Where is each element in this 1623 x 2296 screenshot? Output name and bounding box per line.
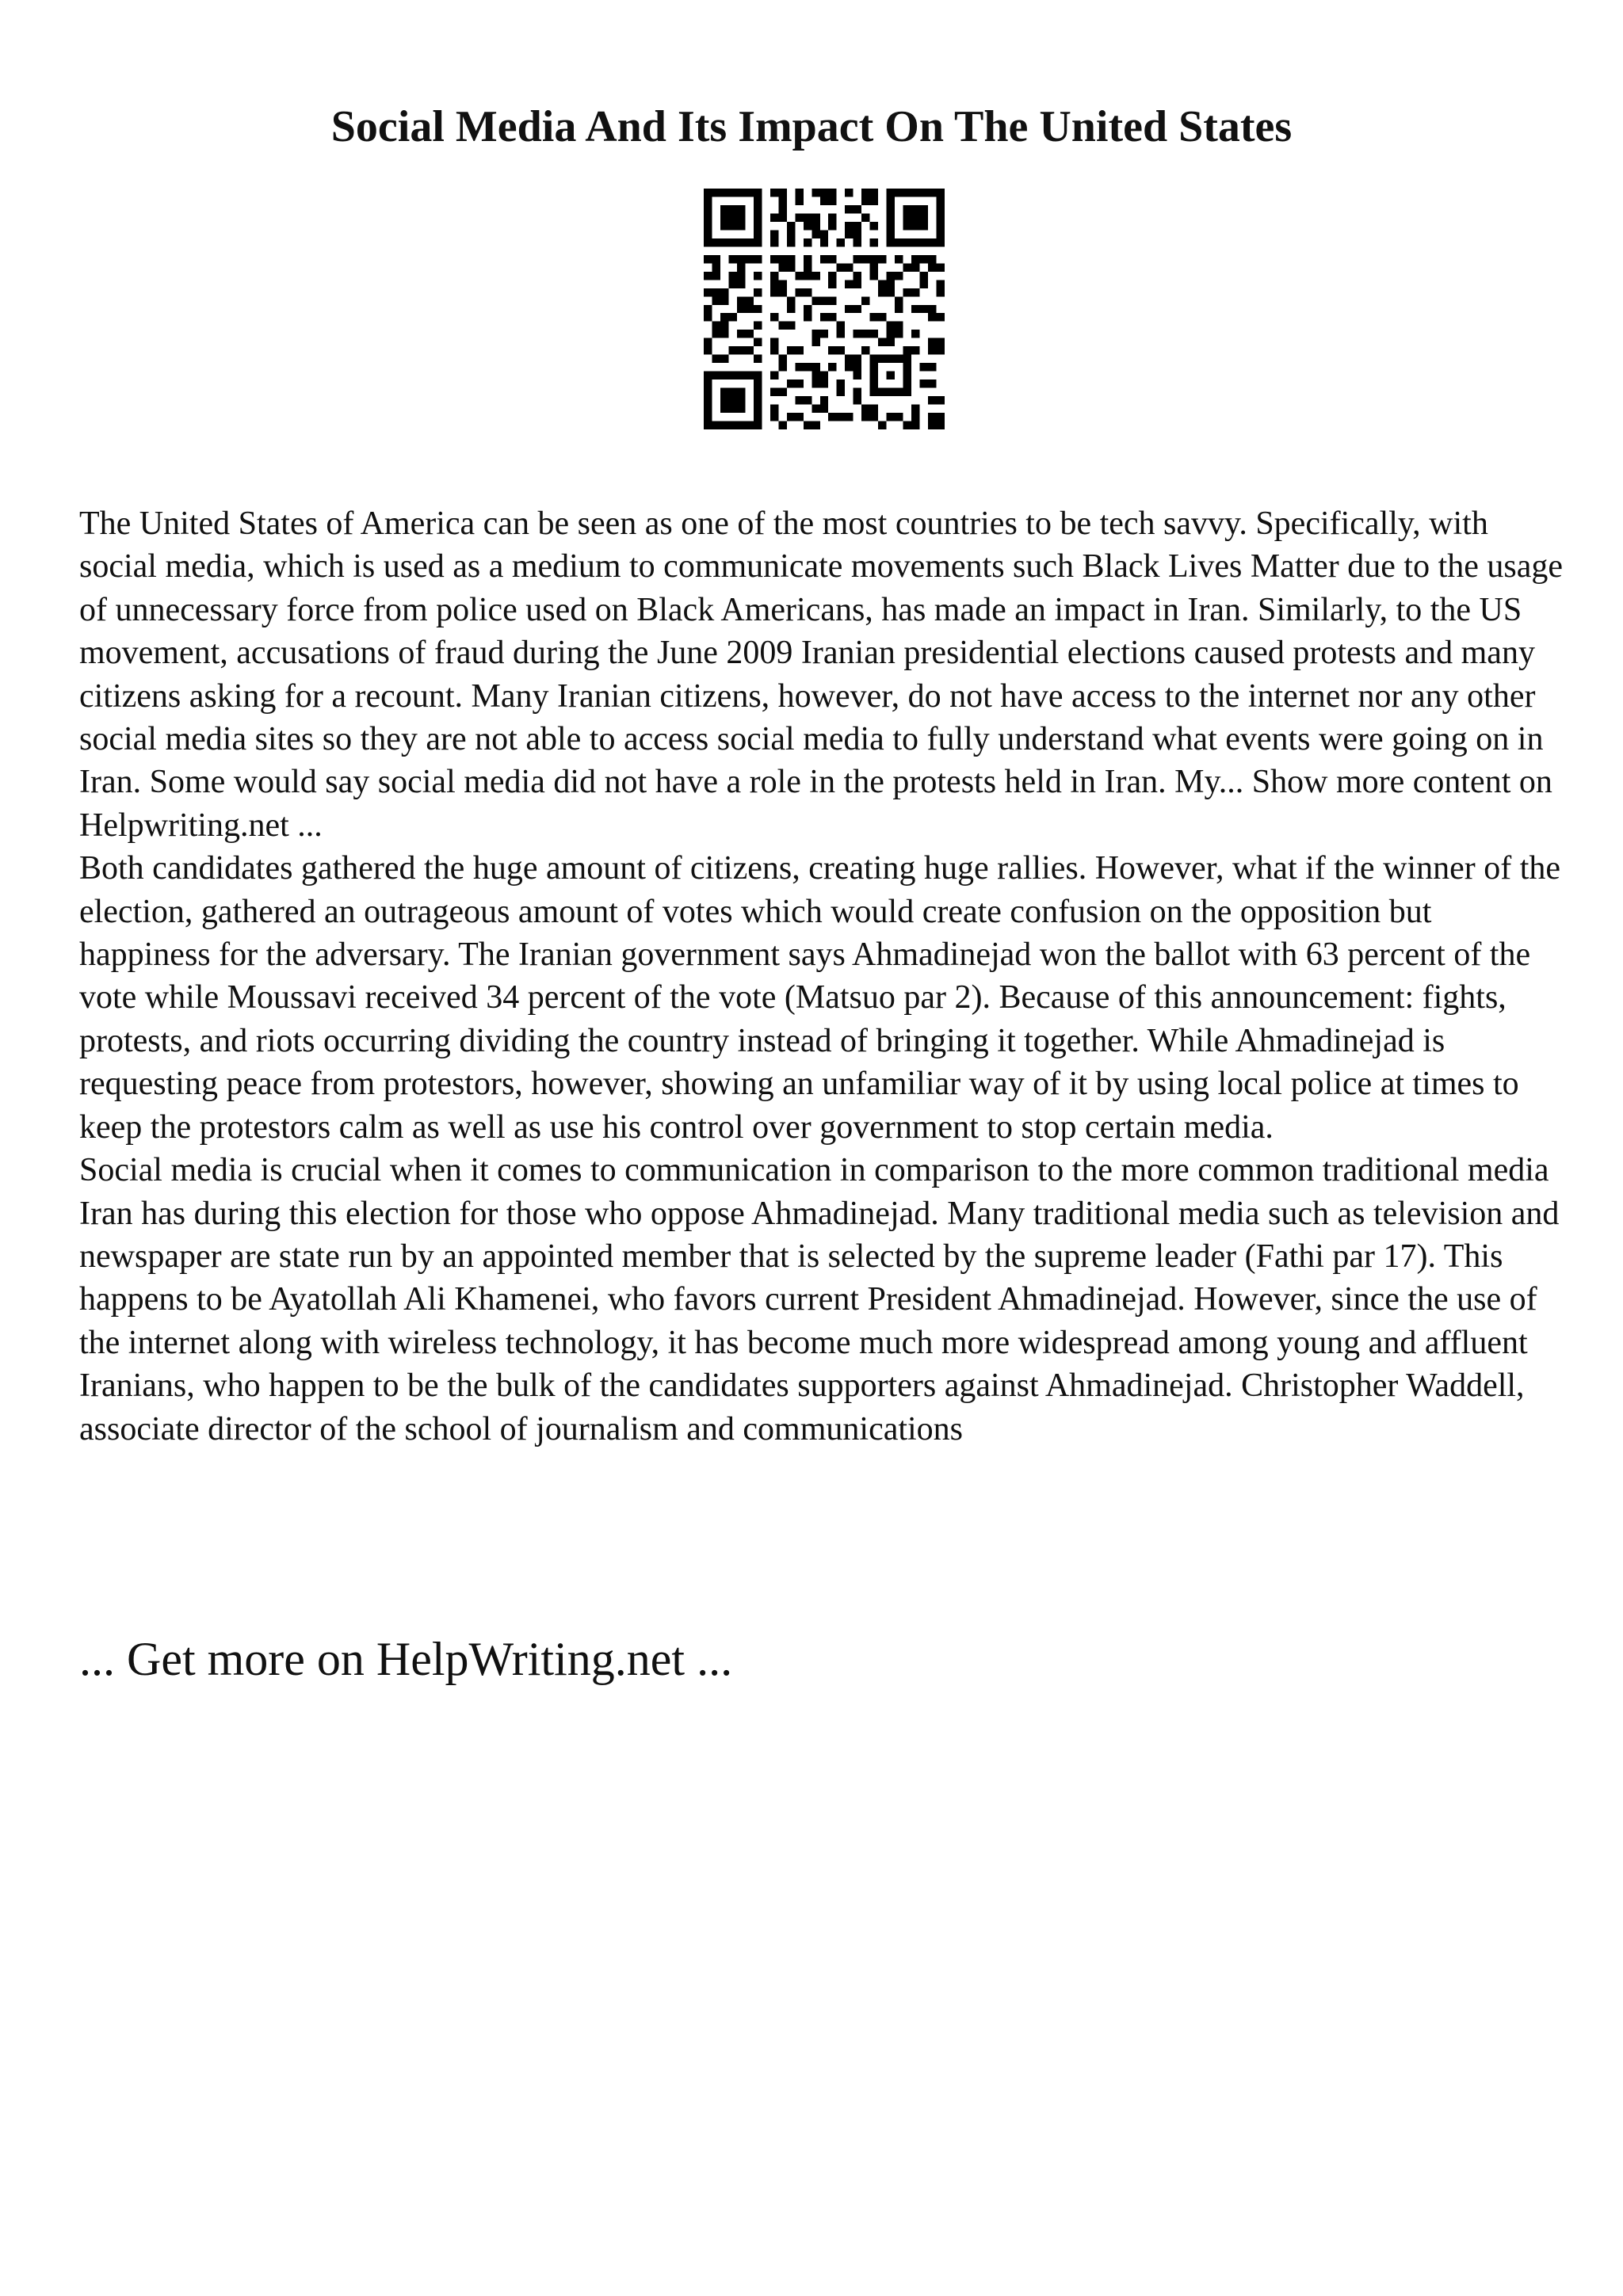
document-title: Social Media And Its Impact On The United States xyxy=(330,102,1293,151)
qr-code-icon[interactable] xyxy=(704,189,945,429)
paragraph-2: Both candidates gathered the huge amount of citizens, creating huge rallies. However, what if the winner of the election, gathered an outrageous amount of votes which would create confusion on the opposition but happiness for the adversary. The Iranian government says Ahmadinejad won the ballot with 63 percent of the vote while Moussavi received 34 percent of the vote (Matsuo par 2). Because of this announcement: fights, protests, and riots occurring dividing the country instead of bringing it together. While Ahmadinejad is requesting peace from protestors, however, showing an unfamiliar way of it by using local police at times to keep the protestors calm as well as use his control over government to stop certain media. xyxy=(79,850,1560,1146)
paragraph-1: The United States of America can be seen as one of the most countries to be tech savvy. Specifically, with social media, which is used as a medium to communicate movements such Black Lives Matter due to the usage of unnecessary force from police used on Black Americans, has made an impact in Iran. Similarly, to the US movement, accusations of fraud during the June 2009 Iranian presidential elections caused protests and many citizens asking for a recount. Many Iranian citizens, however, do not have access to the internet nor any other social media sites so they are not able to access social media to fully understand what events were going on in Iran. Some would say social media did not have a role in the protests held in Iran. My... Show more content on Helpwriting.net ... xyxy=(79,505,1564,844)
get-more-link[interactable]: ... Get more on HelpWriting.net ... xyxy=(79,1633,733,1685)
paragraph-3: Social media is crucial when it comes to communication in comparison to the more common traditional media Iran has during this election for those who oppose Ahmadinejad. Many traditional media such as television and newspaper are state run by an appointed member that is selected by the supreme leader (Fathi par 17). This happens to be Ayatollah Ali Khamenei, who favors current President Ahmadinejad. However, since the use of the internet along with wireless technology, it has become much more widespread among young and affluent Iranians, who happen to be the bulk of the candidates supporters against Ahmadinejad. Christopher Waddell, associate director of the school of journalism and communications xyxy=(79,1152,1560,1447)
article-body xyxy=(79,502,1569,1451)
qr-code-graphic xyxy=(704,189,945,429)
